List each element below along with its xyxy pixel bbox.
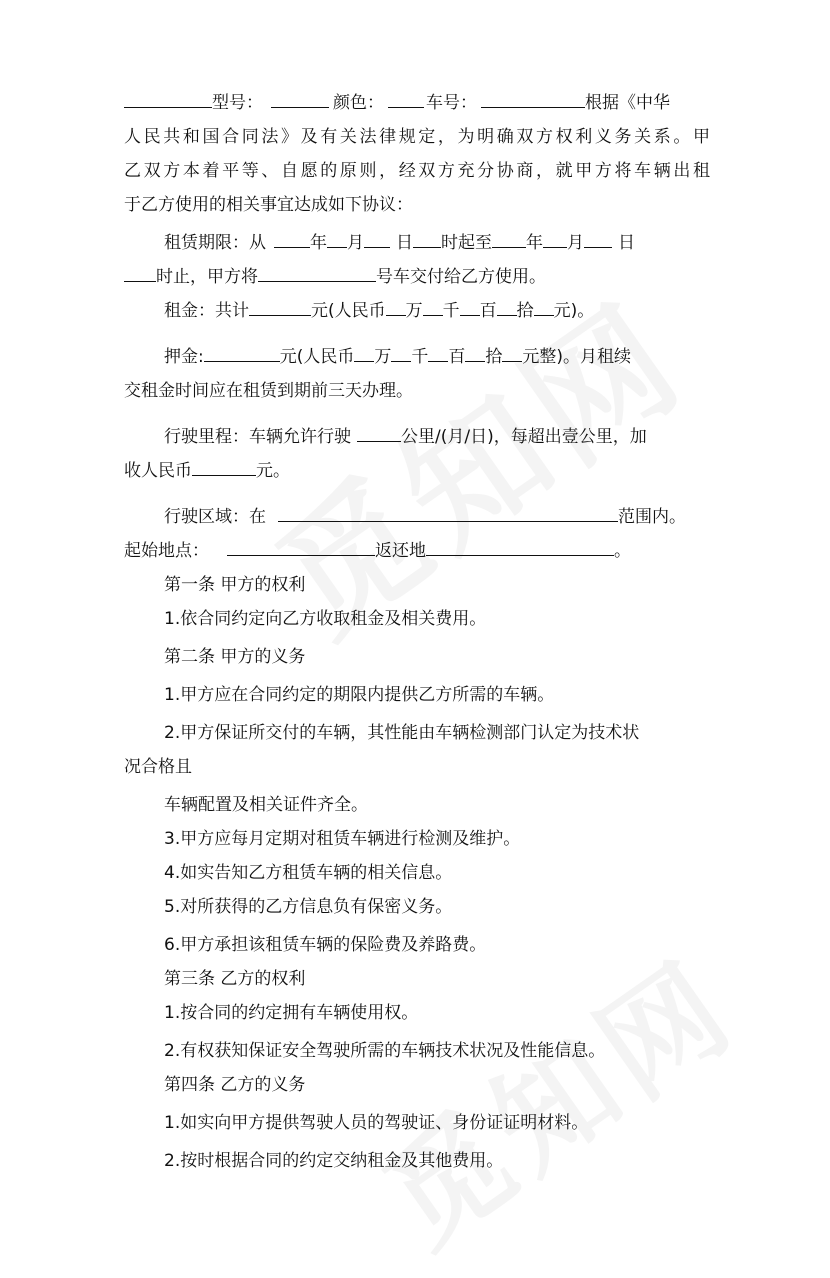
rent-line [124, 294, 710, 328]
deliver-text: 号车交付给乙方使用。 [376, 267, 546, 287]
end-month-label: 月 [567, 233, 584, 253]
car-number-blank [258, 263, 376, 282]
plate-blank [481, 89, 585, 108]
area-line [124, 500, 710, 534]
article-2-item-6: 6.甲方承担该租赁车辆的保险费及养路费。 [164, 935, 487, 955]
year-label: 年 [310, 233, 327, 253]
deposit-rmb-label: 元(人民币 [279, 347, 355, 367]
day-label: 日 [396, 233, 413, 253]
deposit-line [124, 340, 710, 374]
mileage-line [124, 420, 710, 454]
intro-start: 根据《中华 [585, 93, 670, 113]
color-blank [388, 89, 424, 108]
area-label: 行驶区域：在 [164, 507, 266, 527]
rent-end-label: 元)。 [553, 301, 595, 321]
lease-term-line-2 [124, 260, 710, 294]
day-blank [364, 229, 390, 248]
color-label: 颜色： [333, 93, 384, 113]
article-2-item-1: 1.甲方应在合同约定的期限内提供乙方所需的车辆。 [164, 685, 555, 705]
mileage-blank [357, 423, 401, 442]
end-hour-label: 时止，甲方将 [156, 267, 258, 287]
plate-label: 车号： [426, 93, 477, 113]
mileage-unit: 公里/(月/日)，每超出壹公里，加 [401, 427, 647, 447]
vehicle-info-line [124, 86, 710, 120]
rent-bai-blank [460, 297, 480, 316]
rent-yuan-blank [534, 297, 554, 316]
model-label: 型号： [212, 93, 263, 113]
article-2-item-2: 2.甲方保证所交付的车辆，其性能由车辆检测部门认定为技术状 [164, 723, 640, 743]
deposit-wan-label: 万 [374, 347, 392, 367]
rent-wan-blank [386, 297, 406, 316]
article-2-item-5: 5.对所获得的乙方信息负有保密义务。 [164, 897, 453, 917]
deposit-shi-blank [465, 343, 485, 362]
article-3-title: 第三条 乙方的权利 [164, 969, 306, 989]
deposit-bai-label: 百 [448, 347, 466, 367]
rent-shi-blank [497, 297, 517, 316]
rent-total-blank [249, 297, 311, 316]
deposit-shi-label: 拾 [485, 347, 503, 367]
hour-blank [413, 229, 441, 248]
mileage-label: 行驶里程：车辆允许行驶 [164, 427, 351, 447]
end-month-blank [543, 229, 567, 248]
article-2-title: 第二条 甲方的义务 [164, 647, 306, 667]
article-3-item-1: 1.按合同的约定拥有车辆使用权。 [164, 1003, 419, 1023]
article-4-item-1: 1.如实向甲方提供驾驶人员的驾驶证、身份证证明材料。 [164, 1113, 589, 1133]
article-2-item-4: 4.如实告知乙方租赁车辆的相关信息。 [164, 863, 453, 883]
end-year-label: 年 [526, 233, 543, 253]
month-label: 月 [347, 233, 364, 253]
rent-wan-label: 万 [405, 301, 423, 321]
area-suffix: 范围内。 [618, 507, 686, 527]
rent-bai-label: 百 [479, 301, 497, 321]
intro-line-1: 人民共和国合同法》及有关法律规定，为明确双方权利义务关系。甲 [124, 127, 710, 147]
rent-qian-label: 千 [442, 301, 460, 321]
location-line [124, 534, 710, 568]
extra-fee-unit: 元。 [256, 461, 290, 481]
end-day-label: 日 [618, 233, 635, 253]
article-1-item-1: 1.依合同约定向乙方收取租金及相关费用。 [164, 609, 487, 629]
article-3-item-2: 2.有权获知保证安全驾驶所需的车辆技术状况及性能信息。 [164, 1041, 606, 1061]
deposit-end-label: 元整)。月租续 [522, 347, 632, 367]
lease-term-line [124, 226, 710, 260]
return-location-blank [426, 537, 614, 556]
lease-term-label: 租赁期限：从 [164, 233, 266, 253]
article-4-title: 第四条 乙方的义务 [164, 1075, 306, 1095]
extra-fee-blank [192, 457, 256, 476]
from-time-label: 时起至 [441, 233, 492, 253]
extra-fee-label: 收人民币 [124, 461, 192, 481]
start-location-label: 起始地点： [124, 541, 209, 561]
month-blank [327, 229, 347, 248]
intro-line-2: 乙双方本着平等、自愿的原则，经双方充分协商，就甲方将车辆出租 [124, 161, 710, 181]
deposit-bai-blank [428, 343, 448, 362]
mileage-line-2 [124, 454, 710, 488]
deposit-label: 押金: [164, 347, 204, 367]
location-end: 。 [614, 541, 631, 561]
article-2-item-3: 3.甲方应每月定期对租赁车辆进行检测及维护。 [164, 829, 521, 849]
deposit-qian-blank [391, 343, 411, 362]
deposit-total-blank [204, 343, 280, 362]
deposit-qian-label: 千 [411, 347, 429, 367]
article-2-item-2-cont-2: 车辆配置及相关证件齐全。 [164, 795, 368, 815]
model-blank [271, 89, 329, 108]
blank-field [124, 89, 212, 108]
return-location-label: 返还地 [375, 541, 426, 561]
article-4-item-2: 2.按时根据合同的约定交纳租金及其他费用。 [164, 1151, 504, 1171]
end-day-blank [584, 229, 612, 248]
rent-rmb-label: 元(人民币 [311, 301, 386, 321]
end-hour-blank [124, 263, 156, 282]
article-1-title: 第一条 甲方的权利 [164, 575, 306, 595]
deposit-wan-blank [354, 343, 374, 362]
intro-line-3: 于乙方使用的相关事宜达成如下协议： [124, 195, 413, 215]
contract-body [124, 86, 710, 1178]
end-year-blank [492, 229, 526, 248]
deposit-yuan-blank [502, 343, 522, 362]
rent-label: 租金：共计 [164, 301, 249, 321]
start-location-blank [227, 537, 375, 556]
article-2-item-2-cont: 况合格且 [124, 757, 192, 777]
rent-qian-blank [423, 297, 443, 316]
year-blank [274, 229, 310, 248]
area-blank [278, 503, 618, 522]
rent-shi-label: 拾 [516, 301, 534, 321]
deposit-line-2: 交租金时间应在租赁到期前三天办理。 [124, 381, 413, 401]
